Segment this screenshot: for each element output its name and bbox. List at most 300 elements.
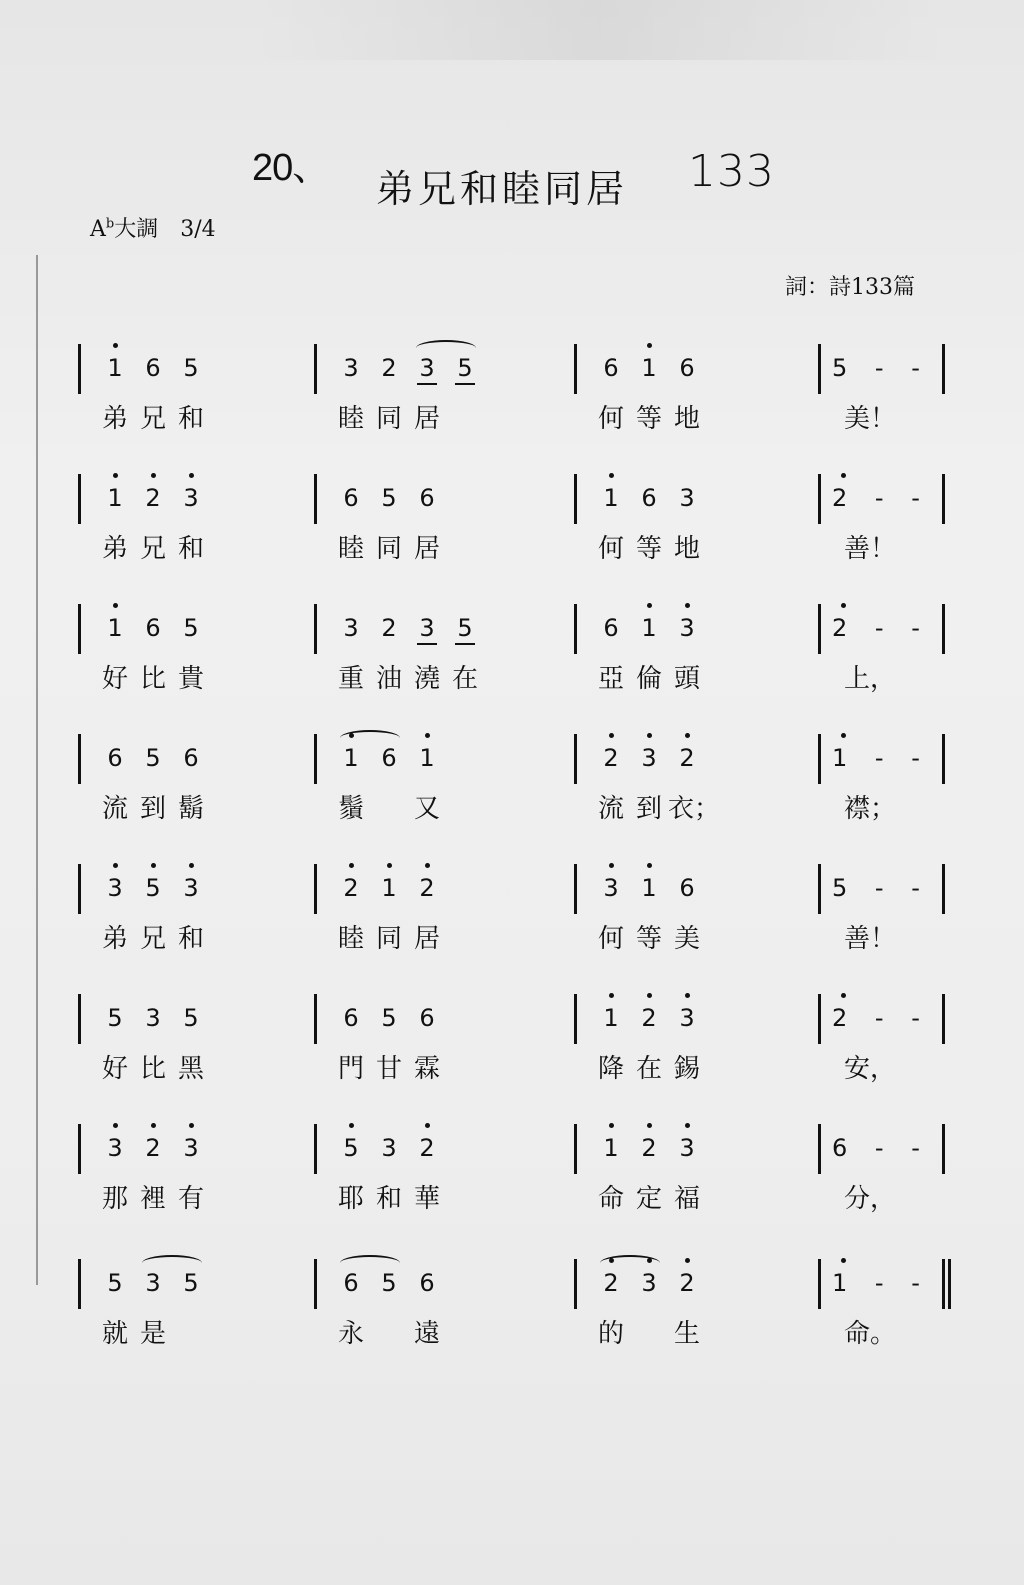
lyric-syllable [370,788,408,825]
lyric-syllable: 好 [101,664,128,694]
barline [314,994,317,1044]
lyric-group [592,658,706,695]
note: 6 [419,484,435,512]
note-group [592,874,706,902]
note-group [332,1134,446,1162]
octave-dot [609,863,614,868]
barline [574,1124,577,1174]
note: 6 [381,744,397,772]
note: 3 [408,354,446,382]
note: 2 [332,874,370,902]
octave-dot [425,863,430,868]
note: 6 [145,614,161,642]
slur [340,730,400,746]
barline [574,1259,577,1309]
lyric-syllable: 流 [597,794,624,824]
barline [78,864,81,914]
barline [574,474,577,524]
slur [142,1255,202,1271]
note-group [592,744,706,772]
lyric-syllable: 居 [413,404,440,434]
lyric-syllable: 美 [673,924,700,954]
score-row [0,350,1024,460]
note: 5 [446,614,484,642]
note: 3 [145,1269,161,1297]
barline [314,1259,317,1309]
lyric-group [332,918,446,955]
note: 5 [134,874,172,902]
key-meter: 大調 3/4 [114,217,216,242]
lyric-group [592,1313,706,1350]
note: 5 [381,1004,397,1032]
lyric-syllable: 和 [177,404,204,434]
note: 1 [592,1004,630,1032]
lyric-syllable [370,1313,408,1350]
lyric-syllable: 睦 [337,924,364,954]
note-group [332,354,484,382]
barline [78,344,81,394]
octave-dot [151,1123,156,1128]
lyric-syllable: 襟； [844,794,897,824]
lyric-syllable: 鬚 [337,794,364,824]
octave-dot [151,473,156,478]
octave-dot [609,473,614,478]
lyric-group [592,918,706,955]
lyric-syllable: 遠 [413,1319,440,1349]
note: 2 [408,1134,446,1162]
lyric-syllable: 的 [597,1319,624,1349]
note: 2 [408,874,446,902]
octave-dot [841,603,846,608]
lyric-group [96,1048,210,1085]
note-group [96,1004,210,1032]
note: 3 [172,874,210,902]
note: 2 [381,354,397,382]
octave-dot [841,733,846,738]
octave-dot [685,733,690,738]
note: 3 [172,1134,210,1162]
lyric-group [332,1313,446,1350]
octave-dot [113,343,118,348]
note: 5 [107,1269,123,1297]
lyric-group [592,398,706,435]
octave-dot [349,1123,354,1128]
octave-dot [685,993,690,998]
note-group [96,1134,210,1162]
lyric-group [96,1313,210,1350]
note: 6 [343,1269,359,1297]
lyric-syllable: 善！ [844,534,897,564]
octave-dot [189,1123,194,1128]
note: 5 [183,354,199,382]
lyric-syllable: 裡 [139,1184,166,1214]
lyric-syllable: 比 [139,1054,166,1084]
barline [818,994,821,1044]
note-group [332,614,484,642]
hymn-title: 弟兄和睦同居 [376,167,629,211]
barline [574,994,577,1044]
octave-dot [647,343,652,348]
barline [78,604,81,654]
note: 2 [668,744,706,772]
note: 3 [408,614,446,642]
scan-smudge [250,0,950,60]
note-group [592,484,706,512]
lyric-syllable: 等 [635,534,662,564]
barline [818,344,821,394]
lyric-syllable: 澆 [413,664,440,694]
note: 5 [332,1134,370,1162]
note-group [96,874,210,902]
note: 6 [641,484,657,512]
lyric-syllable: 居 [413,924,440,954]
octave-dot [841,473,846,478]
note-group [592,1004,706,1032]
lyric-syllable: 比 [139,664,166,694]
final-barline [942,1259,951,1309]
lyric-syllable: 兄 [139,534,166,564]
barline [314,474,317,524]
note: 3 [668,1004,706,1032]
lyric-syllable: 定 [635,1184,662,1214]
score-row [0,870,1024,980]
barline [78,1124,81,1174]
lyric-syllable: 油 [375,664,402,694]
lyric-syllable: 亞 [597,664,624,694]
lyric-syllable: 甘 [375,1054,402,1084]
slur [416,340,476,356]
key-letter: A [90,217,106,242]
barline [314,734,317,784]
note: 3 [630,744,668,772]
note: 1 [630,614,668,642]
octave-dot [647,1123,652,1128]
lyric-syllable: 到 [635,794,662,824]
lyric-syllable: 霖 [413,1054,440,1084]
note: 1 [370,874,408,902]
lyric-group [332,658,484,695]
lyric-syllable [630,1313,668,1350]
barline [78,994,81,1044]
lyric-syllable: 是 [139,1319,166,1349]
lyric-syllable: 和 [177,924,204,954]
octave-dot [685,603,690,608]
lyric-syllable: 錫 [673,1054,700,1084]
note: 5 [145,744,161,772]
note: 3 [381,1134,397,1162]
note: 1 [592,484,630,512]
score-row [0,480,1024,590]
held-note: 5 - - [832,874,930,902]
note: 6 [183,744,199,772]
barline [314,1124,317,1174]
lyric-group [332,1178,446,1215]
lyric-syllable: 弟 [101,924,128,954]
note-group [332,874,446,902]
note-group [592,354,706,382]
barline [942,864,945,914]
note: 1 [630,354,668,382]
note: 3 [343,614,359,642]
lyric-syllable: 兄 [139,404,166,434]
lyric-syllable: 鬍 [177,794,204,824]
octave-dot [609,733,614,738]
octave-dot [609,993,614,998]
barline [314,604,317,654]
octave-dot [425,733,430,738]
lyric-syllable: 福 [673,1184,700,1214]
octave-dot [841,993,846,998]
note: 1 [96,484,134,512]
note: 3 [630,1269,668,1297]
note: 2 [630,1134,668,1162]
lyric-syllable: 分， [844,1184,897,1214]
barline [818,864,821,914]
barline [942,734,945,784]
note: 3 [592,874,630,902]
note: 3 [343,354,359,382]
barline [314,864,317,914]
score-row [0,610,1024,720]
handwritten-number: 133 [688,146,775,197]
note: 5 [183,1004,199,1032]
lyric-syllable: 有 [177,1184,204,1214]
barline [818,604,821,654]
lyric-syllable: 又 [413,794,440,824]
lyric-group [96,918,210,955]
note: 6 [679,354,695,382]
note: 2 [592,744,630,772]
note: 6 [419,1004,435,1032]
lyric-group [96,658,210,695]
lyric-syllable: 何 [597,534,624,564]
octave-dot [685,1258,690,1263]
note-group [592,614,706,642]
lyric-syllable: 同 [375,534,402,564]
note-group [96,354,210,382]
lyric-syllable: 在 [635,1054,662,1084]
lyric-syllable: 那 [101,1184,128,1214]
barline [574,864,577,914]
lyric-syllable: 耶 [337,1184,364,1214]
lyric-syllable: 永 [337,1319,364,1349]
note: 2 [592,1269,630,1297]
held-note: 2 - - [832,1004,932,1032]
lyric-syllable: 黑 [177,1054,204,1084]
note-group [96,1269,210,1297]
lyric-syllable: 命 [597,1184,624,1214]
barline [818,1124,821,1174]
note: 2 [134,484,172,512]
note: 6 [343,484,359,512]
barline [818,1259,821,1309]
octave-dot [841,1258,846,1263]
lyric-syllable: 生 [673,1319,700,1349]
lyric-syllable: 命。 [844,1319,897,1349]
barline [574,604,577,654]
lyric-group [96,1178,210,1215]
lyric-group [96,788,210,825]
lyric-group [592,1048,706,1085]
octave-dot [113,863,118,868]
lyric-syllable: 到 [139,794,166,824]
slur [600,1255,660,1271]
lyric-group [332,528,446,565]
lyric-syllable: 衣； [668,794,721,824]
note: 6 [679,874,695,902]
octave-dot [113,603,118,608]
lyric-syllable: 貴 [177,664,204,694]
lyric-syllable: 上， [844,664,897,694]
note: 6 [603,614,619,642]
note: 3 [96,874,134,902]
barline [942,474,945,524]
held-note: 6 - - [832,1134,930,1162]
note: 3 [679,484,695,512]
note: 1 [96,614,134,642]
note: 3 [96,1134,134,1162]
note: 1 [332,744,370,772]
lyric-syllable: 降 [597,1054,624,1084]
lyric-syllable: 睦 [337,534,364,564]
note: 3 [668,614,706,642]
held-note: 1 - - [832,1269,932,1297]
note: 2 [381,614,397,642]
octave-dot [647,993,652,998]
barline [574,344,577,394]
lyric-syllable: 好 [101,1054,128,1084]
score-row [0,1000,1024,1110]
octave-dot [609,1123,614,1128]
octave-dot [425,1123,430,1128]
lyric-group [592,528,706,565]
note-group [332,1269,446,1297]
note: 5 [381,484,397,512]
note: 5 [183,1269,199,1297]
octave-dot [647,863,652,868]
lyric-syllable: 等 [635,924,662,954]
barline [818,474,821,524]
note-group [96,744,210,772]
score-row [0,1265,1024,1375]
barline [314,344,317,394]
octave-dot [113,473,118,478]
note-group [332,1004,446,1032]
lyric-syllable: 美！ [844,404,897,434]
lyric-syllable: 門 [337,1054,364,1084]
held-note: 2 - - [832,614,932,642]
lyric-syllable [172,1313,210,1350]
lyric-syllable: 何 [597,404,624,434]
lyric-syllable: 地 [673,404,700,434]
lyric-syllable: 何 [597,924,624,954]
lyric-group [592,1178,706,1215]
note: 1 [630,874,668,902]
note-group [96,484,210,512]
barline [818,734,821,784]
octave-dot [113,1123,118,1128]
lyric-syllable: 等 [635,404,662,434]
lyric-syllable: 安， [844,1054,897,1084]
lyric-syllable: 和 [375,1184,402,1214]
lyric-group [96,528,210,565]
note-group [592,1134,706,1162]
lyric-group [96,398,210,435]
barline [78,734,81,784]
note: 6 [419,1269,435,1297]
lyric-group [332,398,446,435]
note: 1 [408,744,446,772]
lyrics-credit: 詞：詩133篇 [785,275,915,300]
note: 3 [172,484,210,512]
lyric-syllable: 兄 [139,924,166,954]
note: 6 [145,354,161,382]
held-note: 1 - - [832,744,932,772]
octave-dot [349,863,354,868]
note: 6 [603,354,619,382]
lyric-syllable: 同 [375,404,402,434]
barline [942,344,945,394]
lyric-syllable: 善！ [844,924,897,954]
barline [574,734,577,784]
note-group [332,744,446,772]
octave-dot [685,1123,690,1128]
lyric-syllable: 同 [375,924,402,954]
key-signature [90,212,216,243]
barline [942,994,945,1044]
lyric-syllable: 重 [337,664,364,694]
note: 6 [343,1004,359,1032]
held-note: 2 - - [832,484,932,512]
lyric-syllable: 華 [413,1184,440,1214]
note: 5 [381,1269,397,1297]
octave-dot [189,473,194,478]
note-group [96,614,210,642]
octave-dot [151,863,156,868]
barline [942,1124,945,1174]
barline [78,474,81,524]
score-row [0,1130,1024,1240]
octave-dot [647,603,652,608]
note: 3 [668,1134,706,1162]
note: 2 [630,1004,668,1032]
note: 2 [134,1134,172,1162]
octave-dot [387,863,392,868]
octave-dot [189,863,194,868]
note: 5 [183,614,199,642]
note-group [332,484,446,512]
note-group [592,1269,706,1297]
note: 2 [668,1269,706,1297]
note: 6 [107,744,123,772]
hymn-number: 20、 [252,147,330,189]
note: 5 [446,354,484,382]
lyric-syllable: 在 [451,664,478,694]
lyric-syllable: 頭 [673,664,700,694]
lyric-syllable: 弟 [101,404,128,434]
lyric-group [332,1048,446,1085]
lyric-syllable: 和 [177,534,204,564]
lyric-group [592,788,721,825]
note: 3 [145,1004,161,1032]
lyric-syllable: 地 [673,534,700,564]
lyric-syllable: 弟 [101,534,128,564]
lyric-syllable: 睦 [337,404,364,434]
slur [340,1255,400,1271]
lyric-syllable: 流 [101,794,128,824]
key-flat: b [105,216,115,232]
score-row [0,740,1024,850]
